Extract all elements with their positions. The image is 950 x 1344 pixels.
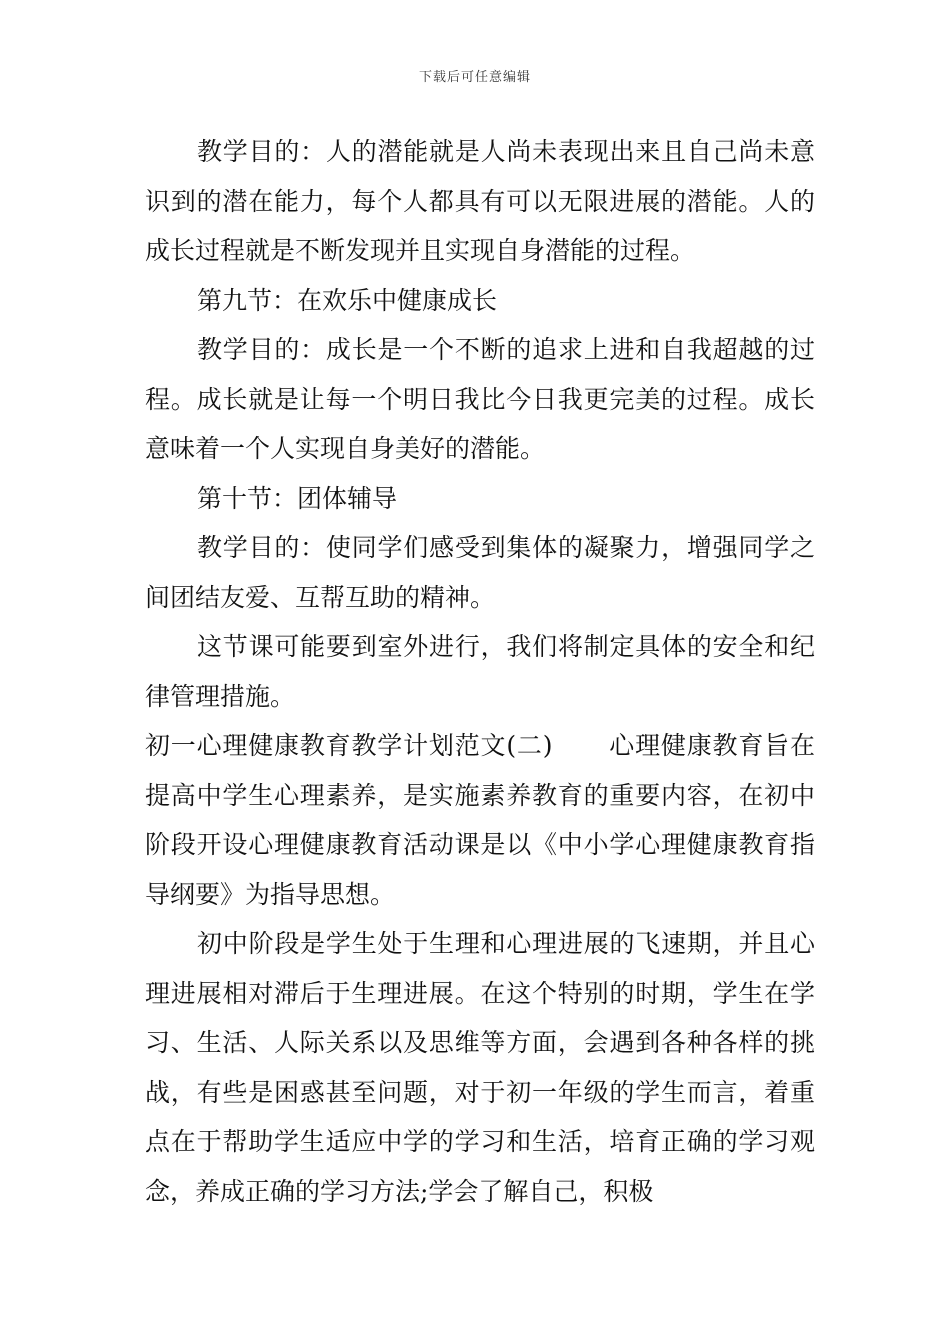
- section-two-block: [145, 721, 815, 919]
- paragraph-junior-stage: 初中阶段是学生处于生理和心理进展的飞速期，并且心理进展相对滞后于生理进展。在这个特别的时期，学生在学习、生活、人际关系以及思维等方面，会遇到各种各样的挑战，有些是困惑甚至问题，对于初一年级的学生而言，着重点在于帮助学生适应中学的学习和生活，培育正确的学习观念，养成正确的学习方法;学会了解自己，积极: [145, 929, 815, 1206]
- section-two-title: 初一心理健康教育教学计划范文(二): [145, 731, 553, 760]
- section-heading-tenth: 第十节：团体辅导: [197, 483, 398, 513]
- paragraph-outdoor-note: 这节课可能要到室外进行，我们将制定具体的安全和纪律管理措施。: [145, 632, 815, 711]
- page-header: 下载后可任意编辑: [418, 70, 531, 85]
- section-two-intro: 心理健康教育旨在提高中学生心理素养，是实施素养教育的重要内容，在初中阶段开设心理健康教育活动课是以《中小学心理健康教育指导纲要》为指导思想。: [145, 731, 815, 909]
- section-heading-ninth: 第九节：在欢乐中健康成长: [197, 285, 498, 315]
- paragraph-potential-objective: 教学目的：人的潜能就是人尚未表现出来且自己尚未意识到的潜在能力，每个人都具有可以无限进展的潜能。人的成长过程就是不断发现并且实现自身潜能的过程。: [145, 137, 815, 265]
- paragraph-growth-objective: 教学目的：成长是一个不断的追求上进和自我超越的过程。成长就是让每一个明日我比今日我更完美的过程。成长意味着一个人实现自身美好的潜能。: [145, 335, 815, 463]
- paragraph-group-objective: 教学目的：使同学们感受到集体的凝聚力，增强同学之间团结友爱、互帮互助的精神。: [145, 533, 815, 612]
- document-body: [145, 127, 815, 1216]
